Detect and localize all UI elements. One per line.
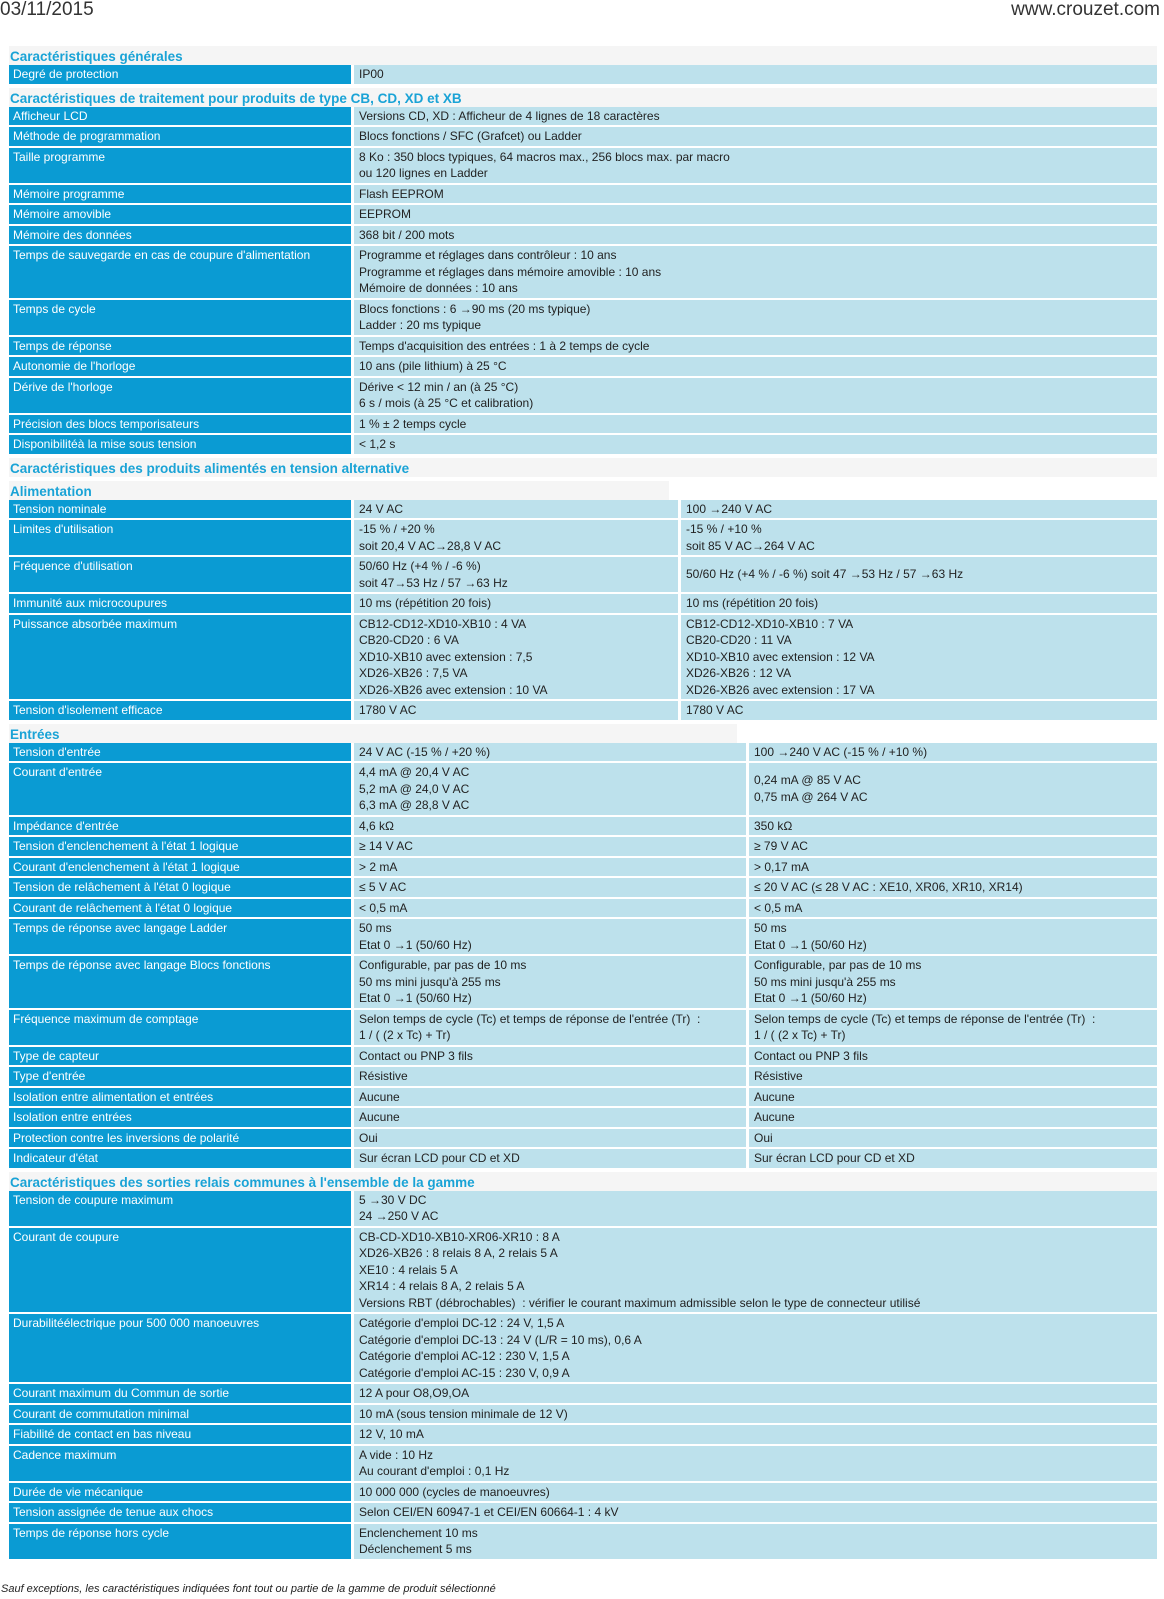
spec-label: Autonomie de l'horloge: [9, 357, 351, 376]
spec-row: [9, 65, 1157, 84]
spec-row: [9, 300, 1157, 335]
spec-value: [354, 127, 1157, 146]
section-title: Caractéristiques des produits alimentés en tension alternative: [9, 458, 1157, 477]
spec-value: [749, 1108, 1157, 1127]
spec-row: [9, 337, 1157, 356]
spec-value-line: 24 V AC (-15 % / +20 %): [359, 744, 491, 759]
spec-value-line: -15 % / +20 %: [359, 522, 435, 536]
spec-row: [9, 378, 1157, 413]
spec-value: [354, 1010, 746, 1045]
spec-value: [749, 817, 1157, 836]
spec-value-line: 50/60 Hz (+4 % / -6 %) soit 47 →53 Hz / 57 →63 Hz: [686, 567, 964, 582]
spec-label: Temps de réponse avec langage Blocs fonctions: [9, 956, 351, 1008]
spec-value-line: Etat 0 →1 (50/60 Hz): [754, 937, 867, 952]
spec-value-line: Configurable, par pas de 10 ms: [359, 958, 527, 972]
spec-row: [9, 1425, 1157, 1444]
spec-value-line: 100 →240 V AC (-15 % / +10 %): [754, 744, 928, 759]
section-title: Entrées: [9, 724, 737, 743]
spec-value-line: Programme et réglages dans mémoire amovible : 10 ans: [359, 264, 662, 279]
spec-value: [354, 246, 1157, 298]
spec-value-line: 5 →30 V DC: [359, 1192, 427, 1207]
spec-value-line: 4,6 kΩ: [359, 818, 394, 833]
spec-value: [354, 1503, 1157, 1522]
spec-value-line: > 2 mA: [359, 859, 398, 874]
spec-label: Mémoire programme: [9, 185, 351, 204]
spec-label: Temps de réponse: [9, 337, 351, 356]
spec-value-line: Sur écran LCD pour CD et XD: [754, 1151, 915, 1165]
spec-row: [9, 435, 1157, 454]
spec-row: [9, 878, 1157, 897]
spec-label: Temps de sauvegarde en cas de coupure d'alimentation: [9, 246, 351, 298]
spec-value-line: Catégorie d'emploi DC-13 : 24 V (L/R = 10 ms), 0,6 A: [359, 1332, 642, 1347]
spec-row: [9, 956, 1157, 1008]
spec-row: [9, 1149, 1157, 1168]
spec-value: [354, 378, 1157, 413]
spec-value-line: Blocs fonctions : 6 →90 ms (20 ms typique): [359, 301, 591, 316]
spec-row: [9, 837, 1157, 856]
spec-value-line: Catégorie d'emploi AC-15 : 230 V, 0,9 A: [359, 1365, 570, 1380]
spec-value-line: XE10 : 4 relais 5 A: [359, 1262, 458, 1277]
disclaimer: Sauf exceptions, les caractéristiques indiquées font tout ou partie de la gamme de produit sélectionné: [1, 1583, 496, 1595]
spec-value: [354, 858, 746, 877]
spec-value-line: soit 47→53 Hz / 57 →63 Hz: [359, 575, 508, 590]
spec-value-line: Sur écran LCD pour CD et XD: [359, 1151, 520, 1165]
spec-row: [9, 1483, 1157, 1502]
spec-row: [9, 226, 1157, 245]
spec-value-line: CB-CD-XD10-XB10-XR06-XR10 : 8 A: [359, 1229, 560, 1244]
spec-value-line: > 0,17 mA: [754, 859, 810, 874]
spec-row: [9, 415, 1157, 434]
spec-label: Immunité aux microcoupures: [9, 594, 351, 613]
spec-value-line: Configurable, par pas de 10 ms: [754, 958, 922, 972]
spec-value: [749, 1149, 1157, 1168]
spec-value-line: XD26-XB26 : 7,5 VA: [359, 666, 468, 680]
spec-value: [749, 1010, 1157, 1045]
spec-value-line: < 1,2 s: [359, 437, 396, 451]
spec-value: [354, 205, 1157, 224]
spec-label: Isolation entre entrées: [9, 1108, 351, 1127]
spec-value-line: CB12-CD12-XD10-XB10 : 7 VA: [686, 616, 854, 631]
spec-value-line: IP00: [359, 67, 384, 81]
spec-value-line: < 0,5 mA: [754, 900, 803, 915]
spec-label: Disponibilitéà la mise sous tension: [9, 435, 351, 454]
spec-row: [9, 205, 1157, 224]
spec-value-line: Oui: [359, 1130, 378, 1145]
spec-row: [9, 127, 1157, 146]
spec-value-line: soit 20,4 V AC→28,8 V AC: [359, 538, 502, 553]
spec-value: [354, 557, 678, 592]
spec-value: [354, 743, 746, 762]
spec-value: [354, 500, 678, 519]
spec-value-line: 10 mA (sous tension minimale de 12 V): [359, 1406, 568, 1421]
spec-value-line: CB20-CD20 : 6 VA: [359, 633, 459, 647]
spec-row: [9, 246, 1157, 298]
spec-value-line: 24 →250 V AC: [359, 1209, 439, 1223]
spec-value-line: Enclenchement 10 ms: [359, 1525, 478, 1540]
spec-sheet: [9, 46, 1157, 1561]
spec-value: [749, 763, 1157, 815]
section-title: Caractéristiques de traitement pour produits de type CB, CD, XD et XB: [9, 88, 1157, 107]
spec-value-line: 10 000 000 (cycles de manoeuvres): [359, 1484, 550, 1499]
spec-label: Courant d'enclenchement à l'état 1 logique: [9, 858, 351, 877]
print-date: 03/11/2015: [0, 0, 94, 20]
spec-label: Puissance absorbée maximum: [9, 615, 351, 700]
spec-value: [681, 701, 1157, 720]
spec-value-line: Au courant d'emploi : 0,1 Hz: [359, 1464, 510, 1478]
spec-value-line: 50 ms: [754, 921, 787, 935]
spec-value-line: Dérive < 12 min / an (à 25 °C): [359, 379, 519, 394]
spec-row: [9, 1088, 1157, 1107]
spec-value-line: Oui: [754, 1130, 773, 1145]
spec-label: Type de capteur: [9, 1047, 351, 1066]
spec-value-line: ≥ 79 V AC: [754, 839, 808, 853]
spec-row: [9, 1314, 1157, 1382]
spec-value: [354, 1405, 1157, 1424]
spec-label: Cadence maximum: [9, 1446, 351, 1481]
spec-label: Tension nominale: [9, 500, 351, 519]
spec-value-line: XR14 : 4 relais 8 A, 2 relais 5 A: [359, 1279, 525, 1293]
spec-label: Courant de coupure: [9, 1228, 351, 1313]
spec-label: Fréquence maximum de comptage: [9, 1010, 351, 1045]
spec-value: [354, 1314, 1157, 1382]
spec-value-line: Selon temps de cycle (Tc) et temps de réponse de l'entrée (Tr) :: [359, 1011, 701, 1026]
spec-value: [749, 899, 1157, 918]
spec-row: [9, 148, 1157, 183]
spec-value-line: Etat 0 →1 (50/60 Hz): [359, 937, 472, 952]
spec-value: [681, 615, 1157, 700]
spec-label: Précision des blocs temporisateurs: [9, 415, 351, 434]
spec-label: Indicateur d'état: [9, 1149, 351, 1168]
spec-row: [9, 1047, 1157, 1066]
spec-value: [749, 1047, 1157, 1066]
spec-value-line: Déclenchement 5 ms: [359, 1542, 472, 1556]
section-title: Alimentation: [9, 481, 669, 500]
spec-value-line: Versions CD, XD : Afficheur de 4 lignes de 18 caractères: [359, 108, 660, 123]
spec-value-line: XD26-XB26 avec extension : 10 VA: [359, 682, 548, 697]
spec-row: [9, 1010, 1157, 1045]
spec-value-line: ou 120 lignes en Ladder: [359, 166, 488, 180]
spec-value: [749, 1067, 1157, 1086]
spec-value-line: ≤ 20 V AC (≤ 28 V AC : XE10, XR06, XR10, XR14): [754, 880, 1023, 894]
spec-value-line: Etat 0 →1 (50/60 Hz): [359, 991, 472, 1005]
spec-value-line: Mémoire de données : 10 ans: [359, 281, 518, 295]
spec-label: Tension de relâchement à l'état 0 logique: [9, 878, 351, 897]
spec-row: [9, 615, 1157, 700]
spec-value: [354, 226, 1157, 245]
spec-row: [9, 817, 1157, 836]
spec-row: [9, 1405, 1157, 1424]
spec-label: Taille programme: [9, 148, 351, 183]
spec-value-line: 0,24 mA @ 85 V AC: [754, 773, 861, 788]
spec-value-line: XD10-XB10 avec extension : 12 VA: [686, 649, 875, 664]
spec-value: [354, 1088, 746, 1107]
spec-row: [9, 357, 1157, 376]
spec-value: [354, 837, 746, 856]
page-header: [0, 0, 1164, 20]
spec-value: [354, 817, 746, 836]
spec-value: [749, 919, 1157, 954]
spec-value-line: Versions RBT (débrochables) : vérifier le courant maximum admissible selon le type de connecteur utilisé: [359, 1295, 921, 1310]
spec-value-line: Etat 0 →1 (50/60 Hz): [754, 991, 867, 1005]
spec-label: Courant de commutation minimal: [9, 1405, 351, 1424]
spec-label: Tension assignée de tenue aux chocs: [9, 1503, 351, 1522]
spec-value: [354, 763, 746, 815]
spec-value: [681, 557, 1157, 592]
spec-value-line: Catégorie d'emploi AC-12 : 230 V, 1,5 A: [359, 1349, 570, 1363]
spec-value-line: EEPROM: [359, 207, 412, 221]
spec-value-line: Selon temps de cycle (Tc) et temps de réponse de l'entrée (Tr) :: [754, 1011, 1096, 1026]
section-title: Caractéristiques des sorties relais communes à l'ensemble de la gamme: [9, 1172, 1157, 1191]
spec-value: [354, 65, 1157, 84]
spec-row: [9, 743, 1157, 762]
spec-value: [354, 1108, 746, 1127]
spec-label: Temps de réponse hors cycle: [9, 1524, 351, 1559]
spec-value-line: Aucune: [359, 1110, 400, 1124]
spec-value-line: Selon CEI/EN 60947-1 et CEI/EN 60664-1 : 4 kV: [359, 1505, 619, 1519]
spec-label: Tension d'entrée: [9, 743, 351, 762]
spec-row: [9, 1191, 1157, 1226]
spec-value-line: -15 % / +10 %: [686, 522, 762, 536]
spec-value-line: XD26-XB26 : 12 VA: [686, 666, 792, 680]
spec-value: [354, 919, 746, 954]
spec-value: [354, 701, 678, 720]
spec-value: [749, 956, 1157, 1008]
spec-value: [354, 615, 678, 700]
spec-value-line: Aucune: [754, 1110, 795, 1124]
spec-value-line: 10 ans (pile lithium) à 25 °C: [359, 359, 507, 373]
spec-label: Durée de vie mécanique: [9, 1483, 351, 1502]
spec-value-line: Blocs fonctions / SFC (Grafcet) ou Ladder: [359, 129, 582, 143]
spec-value: [681, 594, 1157, 613]
spec-value: [354, 435, 1157, 454]
spec-label: Temps de cycle: [9, 300, 351, 335]
spec-row: [9, 500, 1157, 519]
spec-value: [354, 107, 1157, 126]
spec-label: Temps de réponse avec langage Ladder: [9, 919, 351, 954]
spec-value: [354, 1384, 1157, 1403]
spec-value: [354, 899, 746, 918]
spec-row: [9, 1228, 1157, 1313]
spec-label: Limites d'utilisation: [9, 520, 351, 555]
spec-value-line: Contact ou PNP 3 fils: [754, 1048, 868, 1063]
spec-value-line: < 0,5 mA: [359, 900, 408, 915]
spec-value: [354, 594, 678, 613]
spec-value: [354, 1228, 1157, 1313]
spec-value-line: ≥ 14 V AC: [359, 839, 413, 853]
spec-label: Méthode de programmation: [9, 127, 351, 146]
spec-label: Fréquence d'utilisation: [9, 557, 351, 592]
spec-value: [354, 1047, 746, 1066]
spec-value: [354, 956, 746, 1008]
spec-value-line: Ladder : 20 ms typique: [359, 318, 482, 332]
spec-row: [9, 1446, 1157, 1481]
spec-label: Tension d'isolement efficace: [9, 701, 351, 720]
spec-value: [354, 878, 746, 897]
spec-value-line: Contact ou PNP 3 fils: [359, 1048, 473, 1063]
spec-value-line: 50 ms mini jusqu'à 255 ms: [754, 974, 896, 989]
spec-value-line: 5,2 mA @ 24,0 V AC: [359, 781, 470, 796]
spec-value-line: Flash EEPROM: [359, 186, 444, 201]
spec-label: Degré de protection: [9, 65, 351, 84]
spec-value: [354, 337, 1157, 356]
spec-value-line: 12 A pour O8,O9,OA: [359, 1386, 470, 1400]
spec-value-line: 50/60 Hz (+4 % / -6 %): [359, 559, 481, 573]
spec-value: [354, 1129, 746, 1148]
spec-value-line: 50 ms: [359, 921, 392, 935]
spec-value: [749, 1088, 1157, 1107]
spec-value-line: 368 bit / 200 mots: [359, 227, 455, 242]
spec-row: [9, 1129, 1157, 1148]
spec-value-line: 8 Ko : 350 blocs typiques, 64 macros max., 256 blocs max. par macro: [359, 149, 730, 164]
spec-label: Dérive de l'horloge: [9, 378, 351, 413]
spec-value-line: Aucune: [754, 1089, 795, 1104]
spec-value-line: Catégorie d'emploi DC-12 : 24 V, 1,5 A: [359, 1316, 565, 1330]
spec-label: Type d'entrée: [9, 1067, 351, 1086]
spec-value: [354, 357, 1157, 376]
spec-value: [749, 837, 1157, 856]
spec-value-line: XD10-XB10 avec extension : 7,5: [359, 649, 533, 664]
spec-value: [354, 1446, 1157, 1481]
spec-value: [354, 415, 1157, 434]
spec-value-line: 24 V AC: [359, 501, 404, 516]
spec-value: [354, 520, 678, 555]
spec-label: Mémoire amovible: [9, 205, 351, 224]
spec-value-line: Aucune: [359, 1089, 400, 1104]
spec-row: [9, 520, 1157, 555]
spec-value-line: 350 kΩ: [754, 818, 793, 833]
spec-value-line: 6 s / mois (à 25 °C et calibration): [359, 396, 534, 410]
spec-row: [9, 1384, 1157, 1403]
spec-value: [354, 148, 1157, 183]
spec-value: [354, 185, 1157, 204]
spec-value-line: XD26-XB26 : 8 relais 8 A, 2 relais 5 A: [359, 1246, 558, 1260]
spec-row: [9, 858, 1157, 877]
spec-value-line: Temps d'acquisition des entrées : 1 à 2 temps de cycle: [359, 338, 650, 353]
spec-value-line: Programme et réglages dans contrôleur : 10 ans: [359, 248, 617, 262]
spec-row: [9, 1067, 1157, 1086]
spec-value-line: 1 / ( (2 x Tc) + Tr): [359, 1028, 451, 1042]
spec-value: [681, 520, 1157, 555]
spec-value-line: 4,4 mA @ 20,4 V AC: [359, 765, 470, 779]
spec-row: [9, 1503, 1157, 1522]
spec-value-line: 1780 V AC: [686, 703, 744, 717]
spec-label: Courant de relâchement à l'état 0 logique: [9, 899, 351, 918]
spec-row: [9, 919, 1157, 954]
spec-row: [9, 701, 1157, 720]
spec-row: [9, 107, 1157, 126]
spec-label: Tension d'enclenchement à l'état 1 logique: [9, 837, 351, 856]
spec-row: [9, 763, 1157, 815]
spec-value-line: A vide : 10 Hz: [359, 1447, 434, 1462]
spec-value-line: soit 85 V AC→264 V AC: [686, 538, 815, 553]
spec-value-line: ≤ 5 V AC: [359, 880, 407, 894]
spec-value: [354, 1149, 746, 1168]
spec-value-line: Résistive: [359, 1069, 408, 1083]
spec-value: [354, 1067, 746, 1086]
spec-value-line: 1 % ± 2 temps cycle: [359, 416, 467, 431]
section-title: Caractéristiques générales: [9, 46, 1157, 65]
spec-label: Impédance d'entrée: [9, 817, 351, 836]
spec-value-line: 12 V, 10 mA: [359, 1427, 424, 1441]
spec-value: [749, 743, 1157, 762]
spec-value: [749, 878, 1157, 897]
spec-label: Courant maximum du Commun de sortie: [9, 1384, 351, 1403]
spec-value: [354, 300, 1157, 335]
spec-label: Courant d'entrée: [9, 763, 351, 815]
spec-label: Fiabilité de contact en bas niveau: [9, 1425, 351, 1444]
spec-value: [354, 1483, 1157, 1502]
spec-row: [9, 899, 1157, 918]
spec-value-line: 10 ms (répétition 20 fois): [359, 596, 492, 610]
spec-row: [9, 557, 1157, 592]
spec-value: [749, 1129, 1157, 1148]
spec-value-line: Résistive: [754, 1069, 803, 1083]
spec-row: [9, 1524, 1157, 1559]
spec-label: Tension de coupure maximum: [9, 1191, 351, 1226]
spec-label: Durabilitéélectrique pour 500 000 manoeuvres: [9, 1314, 351, 1382]
spec-label: Afficheur LCD: [9, 107, 351, 126]
spec-value-line: 1780 V AC: [359, 703, 417, 717]
spec-value: [354, 1191, 1157, 1226]
spec-value-line: XD26-XB26 avec extension : 17 VA: [686, 682, 875, 697]
spec-row: [9, 185, 1157, 204]
spec-value-line: 10 ms (répétition 20 fois): [686, 596, 819, 610]
spec-value-line: 6,3 mA @ 28,8 V AC: [359, 798, 470, 812]
spec-value: [354, 1524, 1157, 1559]
spec-value: [354, 1425, 1157, 1444]
spec-value-line: 100 →240 V AC: [686, 501, 773, 516]
spec-value-line: 0,75 mA @ 264 V AC: [754, 789, 868, 804]
spec-value-line: 1 / ( (2 x Tc) + Tr): [754, 1028, 846, 1042]
spec-row: [9, 1108, 1157, 1127]
spec-value-line: CB12-CD12-XD10-XB10 : 4 VA: [359, 616, 527, 631]
spec-value-line: 50 ms mini jusqu'à 255 ms: [359, 974, 501, 989]
spec-label: Mémoire des données: [9, 226, 351, 245]
spec-row: [9, 594, 1157, 613]
spec-value: [681, 500, 1157, 519]
spec-label: Isolation entre alimentation et entrées: [9, 1088, 351, 1107]
spec-value-line: CB20-CD20 : 11 VA: [686, 633, 792, 647]
spec-value: [749, 858, 1157, 877]
site-url[interactable]: www.crouzet.com: [1011, 0, 1160, 20]
spec-label: Protection contre les inversions de polarité: [9, 1129, 351, 1148]
